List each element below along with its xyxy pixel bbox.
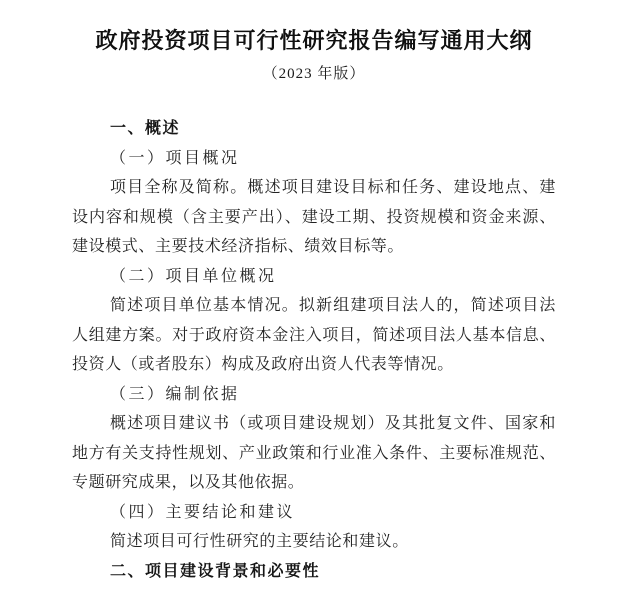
section-heading-background-necessity: 二、项目建设背景和必要性: [110, 562, 321, 580]
paragraph-unit-overview: 简述项目单位基本情况。拟新组建项目法人的，简述项目法人组建方案。对于政府资本金注入项目，简述项目法人基本信息、投资人（或者股东）构成及政府出资人代表等情况。: [72, 297, 556, 373]
paragraph-project-overview: 项目全称及简称。概述项目建设目标和任务、建设地点、建设内容和规模（含主要产出）、建设工期、投资规模和资金来源、建设模式、主要技术经济指标、绩效目标等。: [72, 179, 556, 255]
paragraph-conclusions: 简述项目可行性研究的主要结论和建议。: [110, 533, 409, 550]
subsection-heading-project-overview: （一）项目概况: [110, 149, 240, 167]
paragraph-compilation-basis: 概述项目建议书（或项目建设规划）及其批复文件、国家和地方有关支持性规划、产业政策和行业准入条件、主要标准规范、专题研究成果，以及其他依据。: [72, 415, 556, 491]
document-body: [72, 114, 556, 586]
subsection-heading-unit-overview: （二）项目单位概况: [110, 267, 277, 285]
document-subtitle: （2023 年版）: [262, 66, 366, 82]
section-heading-overview: 一、概述: [110, 120, 181, 137]
subsection-heading-conclusions: （四）主要结论和建议: [110, 503, 296, 521]
document-title: 政府投资项目可行性研究报告编写通用大纲: [95, 28, 533, 53]
subsection-heading-compilation-basis: （三）编制依据: [110, 385, 240, 403]
